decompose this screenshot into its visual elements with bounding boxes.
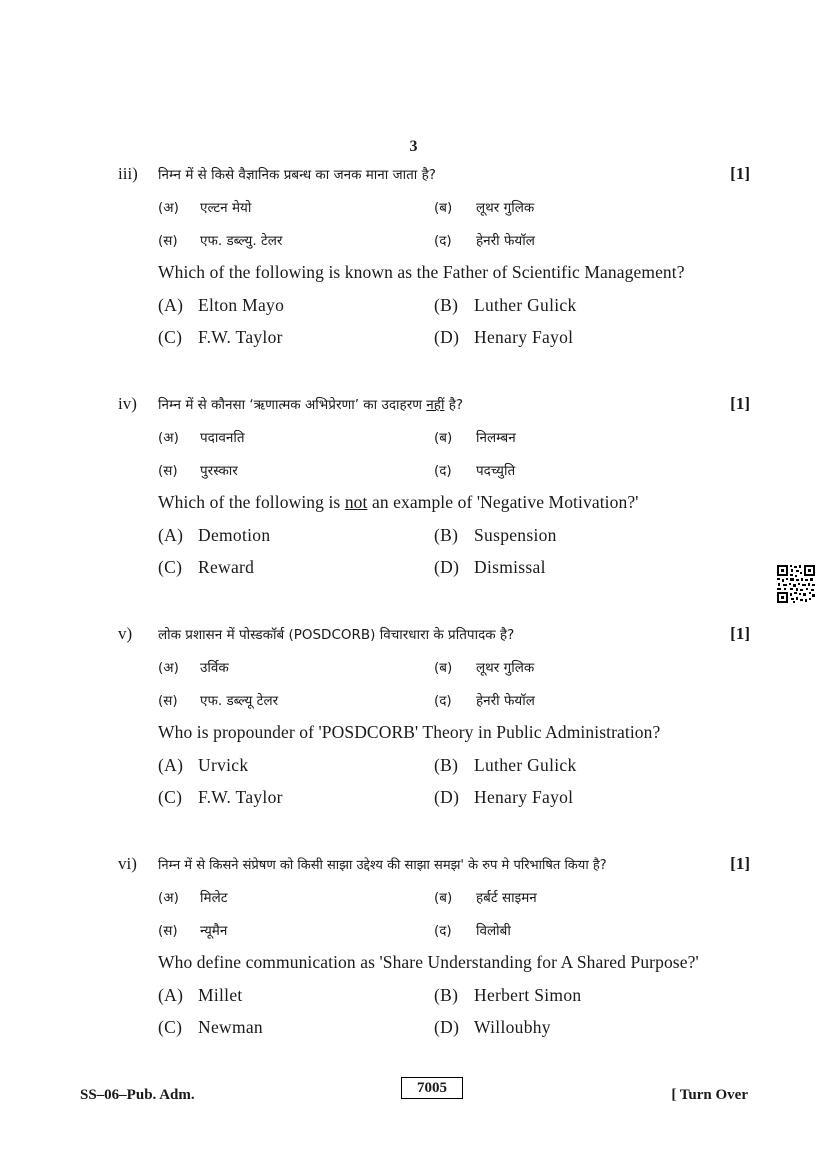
option-c	[158, 557, 254, 578]
option-label: (ब)	[434, 430, 453, 446]
hindi-option-b	[434, 428, 516, 446]
hindi-option-c	[158, 921, 227, 939]
turn-over-label: [ Turn Over	[671, 1087, 748, 1103]
hindi-option-a	[158, 428, 245, 446]
question-iii	[118, 164, 750, 347]
option-label: (स)	[158, 693, 178, 709]
option-label: (स)	[158, 233, 178, 249]
option-text: पदावनति	[200, 430, 245, 446]
option-a	[158, 295, 284, 316]
hindi-option-a	[158, 198, 251, 216]
option-text: निलम्बन	[476, 430, 516, 446]
option-label: (A)	[158, 755, 184, 775]
option-label: (B)	[434, 525, 459, 545]
option-label: (C)	[158, 1017, 183, 1037]
option-label: (द)	[434, 233, 452, 249]
underlined-word: नहीं	[426, 397, 445, 413]
option-label: (द)	[434, 693, 452, 709]
hindi-option-b	[434, 888, 537, 906]
hindi-option-a	[158, 888, 228, 906]
underlined-word: not	[344, 492, 368, 512]
option-d	[434, 327, 573, 348]
center-code-box: 7005	[401, 1077, 463, 1099]
hindi-option-c	[158, 231, 282, 249]
option-label: (C)	[158, 557, 183, 577]
option-label: (A)	[158, 985, 184, 1005]
option-c	[158, 327, 283, 348]
option-d	[434, 1017, 551, 1038]
option-text: लूथर गुलिक	[476, 200, 535, 216]
option-label: (अ)	[158, 660, 179, 676]
option-d	[434, 557, 546, 578]
option-a	[158, 755, 248, 776]
option-text: हेनरी फेयॉल	[476, 233, 535, 249]
question-text-hindi	[158, 395, 463, 413]
option-label: (B)	[434, 985, 459, 1005]
option-text: Henary Fayol	[474, 787, 574, 807]
option-text: F.W. Taylor	[198, 787, 283, 807]
hindi-option-c	[158, 461, 238, 479]
option-b	[434, 755, 577, 776]
option-b	[434, 525, 557, 546]
paper-code: SS–06–Pub. Adm.	[80, 1087, 195, 1103]
question-number: vi)	[118, 854, 137, 873]
option-text: उर्विक	[200, 660, 229, 676]
option-text: Willoubhy	[474, 1017, 551, 1037]
question-iv	[118, 394, 750, 577]
option-label: (स)	[158, 463, 178, 479]
option-text: Demotion	[198, 525, 271, 545]
question-number: iii)	[118, 164, 138, 183]
option-label: (स)	[158, 923, 178, 939]
option-label: (अ)	[158, 430, 179, 446]
option-label: (A)	[158, 525, 184, 545]
option-label: (C)	[158, 327, 183, 347]
question-text-english: Who define communication as 'Share Understanding for A Shared Purpose?'	[158, 952, 699, 972]
option-label: (B)	[434, 755, 459, 775]
option-text: Reward	[198, 557, 255, 577]
option-text: Herbert Simon	[474, 985, 582, 1005]
question-text-part: है?	[444, 397, 464, 413]
hindi-option-d	[434, 461, 515, 479]
question-text-hindi: निम्न में से किसे वैज्ञानिक प्रबन्ध का जनक माना जाता है?	[158, 167, 436, 183]
question-number: iv)	[118, 394, 137, 413]
option-text: एफ. डब्ल्यु. टेलर	[200, 233, 283, 249]
question-text-part: निम्न में से कौनसा ‘ऋणात्मक अभिप्रेरणा’ का उदाहरण	[158, 397, 427, 413]
marks: [1]	[730, 164, 750, 183]
option-text: पुरस्कार	[200, 463, 238, 479]
hindi-option-d	[434, 921, 511, 939]
option-label: (द)	[434, 463, 452, 479]
option-label: (अ)	[158, 890, 179, 906]
option-a	[158, 985, 243, 1006]
hindi-option-d	[434, 691, 535, 709]
option-text: मिलेट	[200, 890, 228, 906]
marks: [1]	[730, 624, 750, 643]
option-text: एफ. डब्ल्यू टेलर	[200, 693, 279, 709]
qr-code-icon	[776, 564, 816, 604]
option-label: (द)	[434, 923, 452, 939]
option-label: (A)	[158, 295, 184, 315]
option-b	[434, 985, 581, 1006]
option-label: (D)	[434, 327, 460, 347]
option-text: न्यूमैन	[200, 923, 228, 939]
hindi-option-a	[158, 658, 229, 676]
question-text-part: Which of the following is	[158, 492, 345, 512]
option-label: (अ)	[158, 200, 179, 216]
page-number: 3	[409, 138, 418, 155]
option-label: (D)	[434, 1017, 460, 1037]
option-text: Luther Gulick	[474, 295, 577, 315]
hindi-option-b	[434, 198, 534, 216]
option-text: एल्टन मेयो	[200, 200, 252, 216]
option-c	[158, 1017, 263, 1038]
option-label: (ब)	[434, 660, 453, 676]
question-vi	[118, 854, 750, 1037]
marks: [1]	[730, 394, 750, 413]
option-label: (D)	[434, 787, 460, 807]
option-text: F.W. Taylor	[198, 327, 283, 347]
question-text-english: Which of the following is known as the Father of Scientific Management?	[158, 262, 685, 282]
option-text: Newman	[198, 1017, 263, 1037]
option-text: Henary Fayol	[474, 327, 574, 347]
option-d	[434, 787, 573, 808]
option-label: (ब)	[434, 200, 453, 216]
option-text: Luther Gulick	[474, 755, 577, 775]
hindi-option-d	[434, 231, 535, 249]
option-text: Suspension	[474, 525, 557, 545]
option-text: Urvick	[198, 755, 249, 775]
option-text: Dismissal	[474, 557, 546, 577]
option-text: Elton Mayo	[198, 295, 285, 315]
option-text: हर्बर्ट साइमन	[476, 890, 537, 906]
question-text-english: Who is propounder of 'POSDCORB' Theory in Public Administration?	[158, 722, 661, 742]
question-text-hindi: निम्न में से किसने संप्रेषण को किसी साझा उद्देश्य की साझा समझ' के रुप मे परिभाषित किया है?	[158, 858, 607, 873]
option-text: विलोबी	[476, 923, 511, 939]
question-text-hindi: लोक प्रशासन में पोस्डकॉर्ब (POSDCORB) विचारधारा के प्रतिपादक है?	[158, 627, 515, 643]
option-text: हेनरी फेयॉल	[476, 693, 535, 709]
option-text: लूथर गुलिक	[476, 660, 535, 676]
question-text-english	[158, 492, 638, 513]
option-a	[158, 525, 270, 546]
hindi-option-b	[434, 658, 534, 676]
marks: [1]	[730, 854, 750, 873]
option-text: Millet	[198, 985, 243, 1005]
question-number: v)	[118, 624, 133, 643]
option-label: (ब)	[434, 890, 453, 906]
question-text-part: an example of 'Negative Motivation?'	[367, 492, 639, 512]
hindi-option-c	[158, 691, 278, 709]
option-label: (C)	[158, 787, 183, 807]
option-label: (D)	[434, 557, 460, 577]
option-c	[158, 787, 283, 808]
question-v	[118, 624, 750, 807]
option-b	[434, 295, 577, 316]
option-label: (B)	[434, 295, 459, 315]
option-text: पदच्युति	[476, 463, 516, 479]
